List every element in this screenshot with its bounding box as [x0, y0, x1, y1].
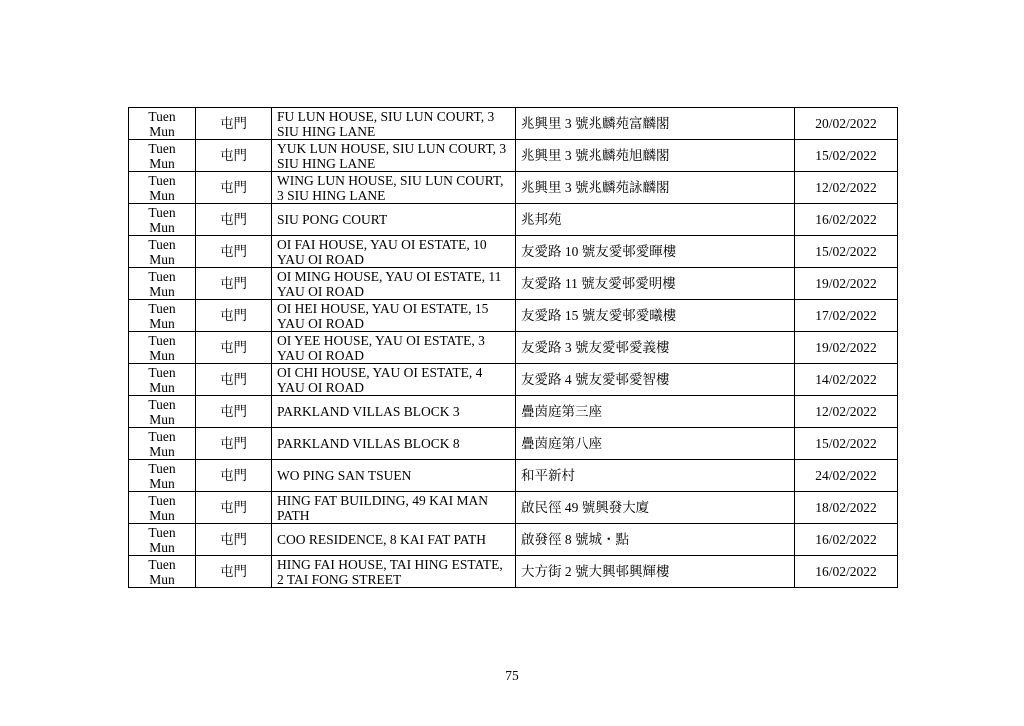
address-en-cell: PARKLAND VILLAS BLOCK 8: [272, 428, 516, 460]
address-en-cell: OI FAI HOUSE, YAU OI ESTATE, 10 YAU OI ROAD: [272, 236, 516, 268]
date-cell: 15/02/2022: [795, 428, 898, 460]
table-row: [129, 396, 898, 428]
district-en-cell: Tuen Mun: [129, 396, 196, 428]
date-cell: 12/02/2022: [795, 396, 898, 428]
table-row: [129, 556, 898, 588]
address-zh-cell: 啟發徑 8 號城・點: [516, 524, 795, 556]
address-en-cell: COO RESIDENCE, 8 KAI FAT PATH: [272, 524, 516, 556]
address-en-cell: HING FAT BUILDING, 49 KAI MAN PATH: [272, 492, 516, 524]
table-row: [129, 364, 898, 396]
date-cell: 19/02/2022: [795, 268, 898, 300]
date-cell: 17/02/2022: [795, 300, 898, 332]
date-cell: 24/02/2022: [795, 460, 898, 492]
address-en-cell: PARKLAND VILLAS BLOCK 3: [272, 396, 516, 428]
district-en-cell: Tuen Mun: [129, 556, 196, 588]
table-row: [129, 204, 898, 236]
date-cell: 14/02/2022: [795, 364, 898, 396]
address-zh-cell: 友愛路 11 號友愛邨愛明樓: [516, 268, 795, 300]
district-zh-cell: 屯門: [196, 236, 272, 268]
address-en-cell: OI YEE HOUSE, YAU OI ESTATE, 3 YAU OI ROAD: [272, 332, 516, 364]
address-en-cell: WO PING SAN TSUEN: [272, 460, 516, 492]
address-en-cell: WING LUN HOUSE, SIU LUN COURT, 3 SIU HING LANE: [272, 172, 516, 204]
table-row: [129, 268, 898, 300]
table-row: [129, 108, 898, 140]
district-en-cell: Tuen Mun: [129, 300, 196, 332]
table-row: [129, 300, 898, 332]
address-en-cell: OI MING HOUSE, YAU OI ESTATE, 11 YAU OI ROAD: [272, 268, 516, 300]
address-zh-cell: 兆邦苑: [516, 204, 795, 236]
address-zh-cell: 友愛路 4 號友愛邨愛智樓: [516, 364, 795, 396]
district-en-cell: Tuen Mun: [129, 204, 196, 236]
table-row: [129, 428, 898, 460]
date-cell: 12/02/2022: [795, 172, 898, 204]
table-row: [129, 460, 898, 492]
district-en-cell: Tuen Mun: [129, 332, 196, 364]
address-zh-cell: 兆興里 3 號兆麟苑富麟閣: [516, 108, 795, 140]
district-en-cell: Tuen Mun: [129, 140, 196, 172]
address-zh-cell: 大方街 2 號大興邨興輝樓: [516, 556, 795, 588]
district-en-cell: Tuen Mun: [129, 108, 196, 140]
address-zh-cell: 兆興里 3 號兆麟苑旭麟閣: [516, 140, 795, 172]
date-cell: 19/02/2022: [795, 332, 898, 364]
address-zh-cell: 疊茵庭第八座: [516, 428, 795, 460]
district-zh-cell: 屯門: [196, 428, 272, 460]
district-zh-cell: 屯門: [196, 364, 272, 396]
district-en-cell: Tuen Mun: [129, 428, 196, 460]
date-cell: 20/02/2022: [795, 108, 898, 140]
district-zh-cell: 屯門: [196, 300, 272, 332]
date-cell: 16/02/2022: [795, 204, 898, 236]
address-zh-cell: 友愛路 3 號友愛邨愛義樓: [516, 332, 795, 364]
address-zh-cell: 兆興里 3 號兆麟苑詠麟閣: [516, 172, 795, 204]
district-zh-cell: 屯門: [196, 172, 272, 204]
address-en-cell: YUK LUN HOUSE, SIU LUN COURT, 3 SIU HING LANE: [272, 140, 516, 172]
district-en-cell: Tuen Mun: [129, 524, 196, 556]
date-cell: 15/02/2022: [795, 140, 898, 172]
district-zh-cell: 屯門: [196, 492, 272, 524]
table-row: [129, 140, 898, 172]
address-table: [128, 107, 898, 588]
table-row: [129, 172, 898, 204]
date-cell: 16/02/2022: [795, 556, 898, 588]
district-en-cell: Tuen Mun: [129, 364, 196, 396]
page-number: 75: [505, 668, 519, 683]
table-row: [129, 524, 898, 556]
address-zh-cell: 啟民徑 49 號興發大廈: [516, 492, 795, 524]
address-zh-cell: 疊茵庭第三座: [516, 396, 795, 428]
address-en-cell: OI HEI HOUSE, YAU OI ESTATE, 15 YAU OI ROAD: [272, 300, 516, 332]
district-zh-cell: 屯門: [196, 204, 272, 236]
address-zh-cell: 友愛路 10 號友愛邨愛暉樓: [516, 236, 795, 268]
address-en-cell: HING FAI HOUSE, TAI HING ESTATE, 2 TAI FONG STREET: [272, 556, 516, 588]
date-cell: 18/02/2022: [795, 492, 898, 524]
district-en-cell: Tuen Mun: [129, 268, 196, 300]
date-cell: 16/02/2022: [795, 524, 898, 556]
district-zh-cell: 屯門: [196, 140, 272, 172]
district-zh-cell: 屯門: [196, 460, 272, 492]
address-table-body: [129, 108, 898, 588]
address-zh-cell: 和平新村: [516, 460, 795, 492]
district-zh-cell: 屯門: [196, 108, 272, 140]
district-zh-cell: 屯門: [196, 556, 272, 588]
district-zh-cell: 屯門: [196, 268, 272, 300]
address-en-cell: SIU PONG COURT: [272, 204, 516, 236]
table-row: [129, 236, 898, 268]
district-en-cell: Tuen Mun: [129, 172, 196, 204]
district-en-cell: Tuen Mun: [129, 460, 196, 492]
district-en-cell: Tuen Mun: [129, 236, 196, 268]
table-row: [129, 492, 898, 524]
district-en-cell: Tuen Mun: [129, 492, 196, 524]
district-zh-cell: 屯門: [196, 524, 272, 556]
date-cell: 15/02/2022: [795, 236, 898, 268]
district-zh-cell: 屯門: [196, 396, 272, 428]
table-row: [129, 332, 898, 364]
address-en-cell: FU LUN HOUSE, SIU LUN COURT, 3 SIU HING LANE: [272, 108, 516, 140]
address-zh-cell: 友愛路 15 號友愛邨愛曦樓: [516, 300, 795, 332]
address-en-cell: OI CHI HOUSE, YAU OI ESTATE, 4 YAU OI ROAD: [272, 364, 516, 396]
district-zh-cell: 屯門: [196, 332, 272, 364]
